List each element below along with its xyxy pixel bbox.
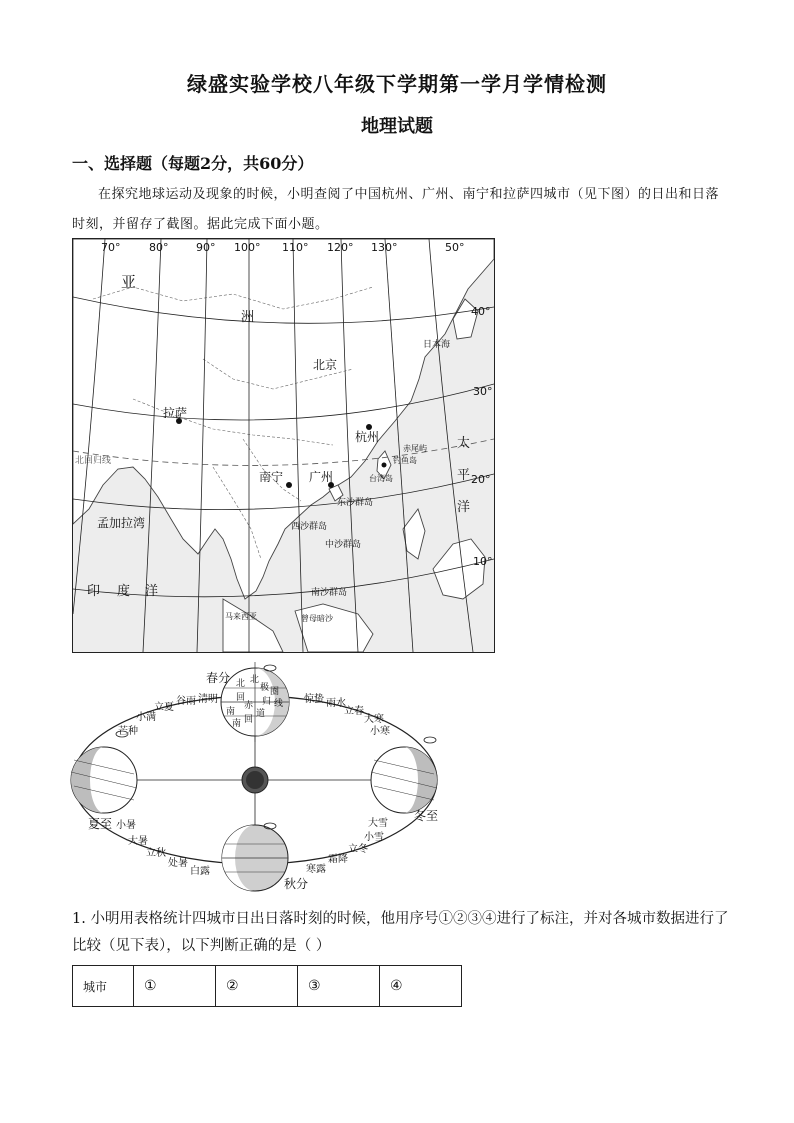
solar-term-label: 小满 [136, 712, 156, 723]
map-label: 马来西亚 [225, 612, 257, 621]
table-cell: ② [216, 966, 298, 1007]
exam-subtitle: 地理试题 [361, 116, 433, 137]
solar-term-label: 白露 [190, 866, 210, 877]
solar-term-label: 大暑 [128, 836, 148, 847]
map-label: 南沙群岛 [311, 588, 348, 598]
map-label: 洲 [241, 310, 255, 325]
solar-term-label: 小暑 [116, 820, 136, 831]
map-label: 中沙群岛 [325, 540, 362, 550]
map-label: 赤尾屿 [403, 444, 427, 453]
solar-term-label: 秋分 [284, 877, 309, 891]
table-cell: ③ [298, 966, 380, 1007]
table-cell: ① [134, 966, 216, 1007]
map-lon-label: 120° [327, 241, 354, 254]
map-label: 钓鱼岛 [393, 456, 417, 465]
solar-term-label: 立春 [344, 706, 364, 717]
solar-term-label: 小寒 [370, 726, 390, 737]
solar-term-label: 处暑 [168, 858, 188, 869]
map-lon-label: 50° [445, 241, 465, 254]
map-label: 印 [87, 584, 101, 599]
solar-term-label: 芒种 [118, 726, 138, 737]
solar-term-label: 雨水 [326, 698, 346, 709]
map-label: 太 [457, 436, 471, 451]
map-lon-label: 110° [282, 241, 309, 254]
map-label: 杭州 [355, 430, 380, 444]
solar-term-label: 小雪 [364, 832, 384, 843]
table-cell: ④ [380, 966, 462, 1007]
table-head-cell: 城市 [73, 966, 134, 1007]
solar-term-label: 清明 [198, 694, 218, 705]
map-lat-label: 30° [473, 385, 493, 398]
globe-label: 北 [236, 679, 246, 689]
map-lon-label: 100° [234, 241, 261, 254]
table-row [73, 966, 462, 1007]
map-label: 东沙群岛 [337, 498, 374, 508]
globe-label: 赤 [244, 701, 254, 711]
map-label: 北回归线 [75, 456, 112, 466]
map-label: 亚 [121, 273, 137, 291]
earth-orbit-diagram [60, 660, 450, 900]
china-map [72, 238, 495, 653]
solar-term-label: 霜降 [328, 854, 348, 865]
map-label: 日本海 [423, 340, 451, 350]
map-lon-label: 70° [101, 241, 121, 254]
solar-term-label: 夏至 [88, 817, 113, 831]
map-lon-label: 80° [149, 241, 169, 254]
city-table [72, 965, 462, 1007]
map-label: 北京 [313, 358, 338, 372]
globe-summer-solstice-icon [71, 747, 137, 813]
exam-title: 绿盛实验学校八年级下学期第一学月学情检测 [187, 72, 607, 96]
solar-term-label: 立秋 [146, 848, 166, 859]
globe-label: 南 [226, 707, 236, 717]
solar-term-label: 春分 [206, 671, 231, 685]
map-label: 广州 [309, 470, 334, 484]
solar-term-label: 大雪 [368, 818, 388, 829]
globe-label: 线 [274, 699, 284, 709]
map-label: 孟加拉湾 [97, 516, 146, 530]
map-label: 洋 [457, 500, 471, 515]
question-1: 1. 小明用表格统计四城市日出日落时刻的时候，他用序号①②③④进行了标注，并对各城市数据进行了比较（见下表），以下判断正确的是（ ） [72, 911, 729, 954]
map-lon-label: 90° [196, 241, 216, 254]
globe-label: 北 [250, 675, 260, 685]
map-lon-label: 130° [371, 241, 398, 254]
solar-term-label: 大寒 [364, 714, 384, 725]
map-label: 南宁 [259, 470, 284, 484]
solar-term-label: 寒露 [306, 864, 326, 875]
map-label: 台湾岛 [369, 474, 393, 483]
map-label: 西沙群岛 [291, 522, 328, 532]
solar-term-label: 立夏 [154, 702, 174, 713]
solar-term-label: 冬至 [414, 809, 439, 823]
map-label: 平 [457, 468, 471, 483]
solar-term-label: 惊蛰 [304, 694, 324, 705]
section-heading: 一、选择题（每题2分，共60分） [72, 154, 314, 173]
globe-label: 归 [262, 697, 272, 707]
sun-icon [242, 767, 268, 793]
intro-paragraph: 在探究地球运动及现象的时候，小明查阅了中国杭州、广州、南宁和拉萨四城市（见下图）的日出和日落时刻，并留存了截图。据此完成下面小题。 [72, 187, 720, 232]
globe-label: 回 [244, 715, 254, 725]
solar-term-label: 谷雨 [176, 696, 196, 707]
globe-label: 回 [236, 693, 246, 703]
map-label: 拉萨 [163, 406, 188, 420]
map-label: 曾母暗沙 [301, 614, 333, 623]
globe-label: 圈 [270, 687, 280, 697]
map-lat-label: 20° [471, 473, 491, 486]
globe-label: 极 [260, 683, 270, 693]
map-lat-label: 10° [473, 555, 493, 568]
solar-term-label: 立冬 [348, 844, 368, 855]
globe-label: 南 [232, 719, 242, 729]
map-lat-label: 40° [471, 305, 491, 318]
globe-autumn-equinox-icon [222, 825, 288, 891]
map-label: 洋 [145, 584, 159, 599]
globe-winter-solstice-icon [371, 747, 437, 813]
globe-label: 道 [256, 709, 266, 719]
map-label: 度 [117, 584, 131, 599]
